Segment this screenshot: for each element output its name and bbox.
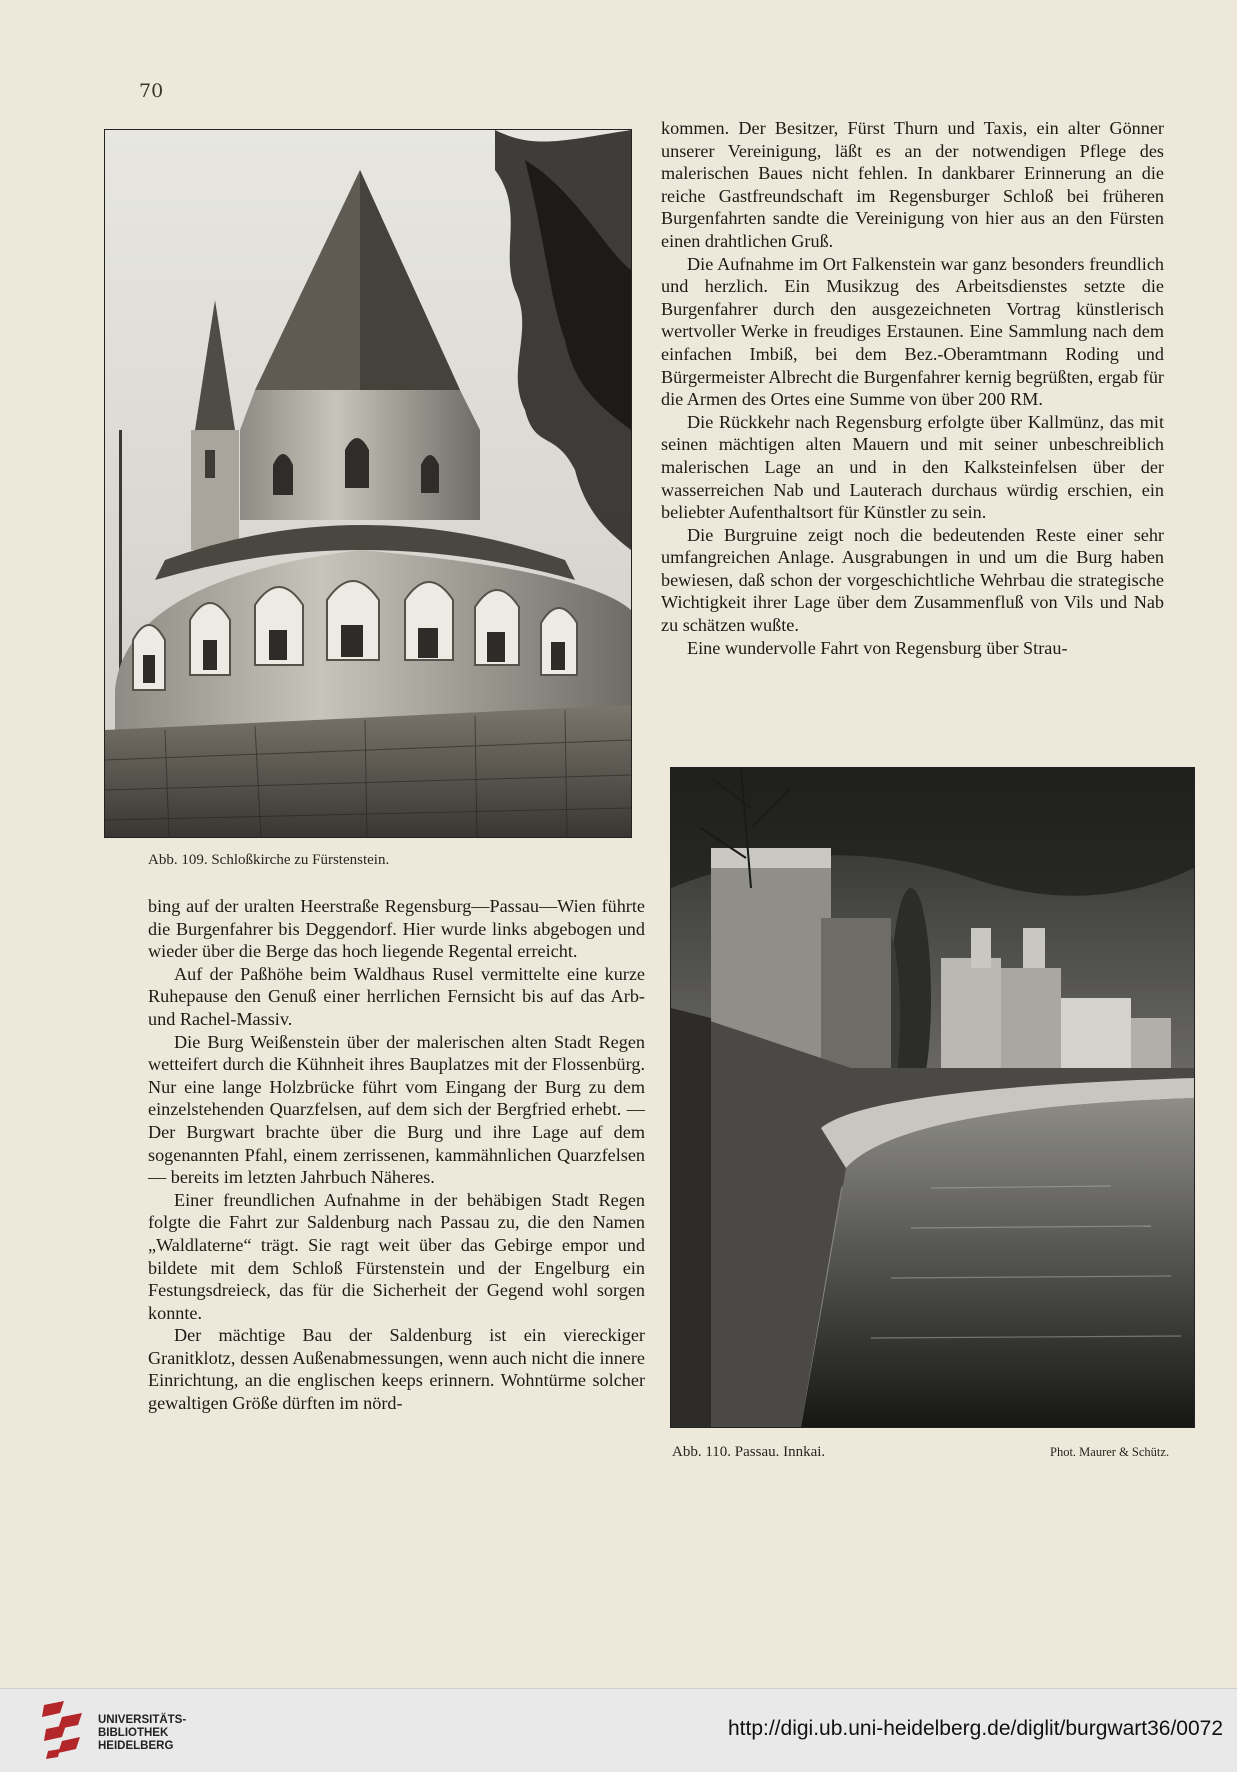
- library-name-line-2: BIBLIOTHEK: [98, 1727, 169, 1739]
- library-name: [98, 1714, 186, 1753]
- page-number: 70: [139, 80, 164, 102]
- footer-bar: [0, 1688, 1237, 1772]
- right-paragraph-1: kommen. Der Besitzer, Fürst Thurn und Taxis, ein alter Gönner unserer Vereinigung, läßt es an der notwendigen Pflege des malerischen Baues nicht fehlen. In dankbarer Erinnerung an die reiche Gastfreundschaft im Regensburger Schloß bei früheren Burgenfahrten sandte die Vereinigung von hier aus an den Fürsten einen drahtlichen Gruß.: [661, 118, 1164, 251]
- left-paragraph-3: Die Burg Weißenstein über der malerischen alten Stadt Regen wetteifert durch die Kühnheit ihres Bauplatzes mit der Flossenbürg. Nur eine lange Holzbrücke führt vom Eingang der Burg zu dem einzelstehenden Quarzfelsen, auf dem sich der Bergfried erhebt. — Der Burgwart brachte über die Burg und ihre Lage auf dem sogenannten Pfahl, einem zerrissenen, kammähnlichen Quarzfelsen — bereits im letzten Jahrbuch Näheres.: [148, 1031, 645, 1188]
- left-paragraph-5: Der mächtige Bau der Saldenburg ist ein viereckiger Granitklotz, dessen Außenabmessungen, wenn auch nicht die innere Einrichtung, an die englischen keeps erinnern. Wohntürme solcher gewaltigen Größe dürften im nörd-: [148, 1325, 645, 1414]
- right-paragraph-5: Eine wundervolle Fahrt von Regensburg über Strau-: [687, 637, 1068, 658]
- figure-110-photo-credit: Phot. Maurer & Schütz.: [1050, 1445, 1170, 1459]
- left-paragraph-4: Einer freundlichen Aufnahme in der behäbigen Stadt Regen folgte die Fahrt zur Saldenburg nach Passau zu, die den Namen „Waldlaterne“ trägt. Sie ragt weit über das Gebirge empor und bildete mit dem Schloß Fürstenstein und der Engelburg ein Festungsdreieck, das für die Sicherheit der Gegend wohl sorgen konnte.: [148, 1189, 645, 1323]
- figure-109-caption: Abb. 109. Schloßkirche zu Fürstenstein.: [148, 852, 390, 868]
- left-paragraph-1: bing auf der uralten Heerstraße Regensburg—Passau—Wien führte die Burgenfahrer bis Deggendorf. Hier wurde links abgebogen und wieder über die Berge das hoch liegende Regental erreicht.: [148, 896, 645, 962]
- passau-photo-illustration: [671, 768, 1194, 1427]
- left-text-column: [148, 895, 645, 1415]
- photo-schlosskirche-fuerstenstein: [104, 129, 632, 838]
- university-library-logo-icon: [40, 1699, 84, 1761]
- right-paragraph-3: Die Rückkehr nach Regensburg erfolgte über Kallmünz, das mit seinen mächtigen alten Mauern und mit seiner unbeschreiblich malerischen Lage an und in den Kalksteinfelsen über der wasserreichen Nab und Lauterach durchaus würdig erschien, ein beliebter Aufenthaltsort für Künstler zu sein.: [661, 411, 1164, 523]
- photo-passau-innkai: [670, 767, 1195, 1428]
- church-photo-illustration: [105, 130, 631, 837]
- library-name-line-3: HEIDELBERG: [98, 1740, 174, 1752]
- figure-110-caption: Abb. 110. Passau. Innkai.: [672, 1444, 826, 1460]
- right-paragraph-2: Die Aufnahme im Ort Falkenstein war ganz besonders freundlich und herzlich. Ein Musikzug des Arbeitsdienstes setzte die Burgenfahrer durch den ausgezeichneten Vortrag künstlerisch wertvoller Werke in freudiges Erstaunen. Eine Sammlung nach dem einfachen Imbiß, bei dem Bez.-Oberamtmann Roding und Bürgermeister Albrecht die Burgenfahrer kernig begrüßten, ergab für die Armen des Ortes eine Summe von über 200 RM.: [661, 253, 1164, 410]
- right-text-column: [661, 117, 1164, 659]
- left-paragraph-2: Auf der Paßhöhe beim Waldhaus Rusel vermittelte eine kurze Ruhepause den Genuß einer herrlichen Fernsicht bis auf das Arb- und Rachel-Massiv.: [148, 963, 645, 1029]
- right-paragraph-4: Die Burgruine zeigt noch die bedeutenden Reste einer sehr umfangreichen Anlage. Ausgrabungen in und um die Burg haben bewiesen, daß schon der vorgeschichtliche Wehrbau die strategische Wichtigkeit ihrer Lage über dem Zusammenfluß von Vils und Nab zu schätzen wußte.: [661, 524, 1164, 636]
- library-name-line-1: UNIVERSITÄTS-: [98, 1714, 187, 1726]
- source-url-link[interactable]: http://digi.ub.uni-heidelberg.de/diglit/burgwart36/0072: [727, 1717, 1223, 1740]
